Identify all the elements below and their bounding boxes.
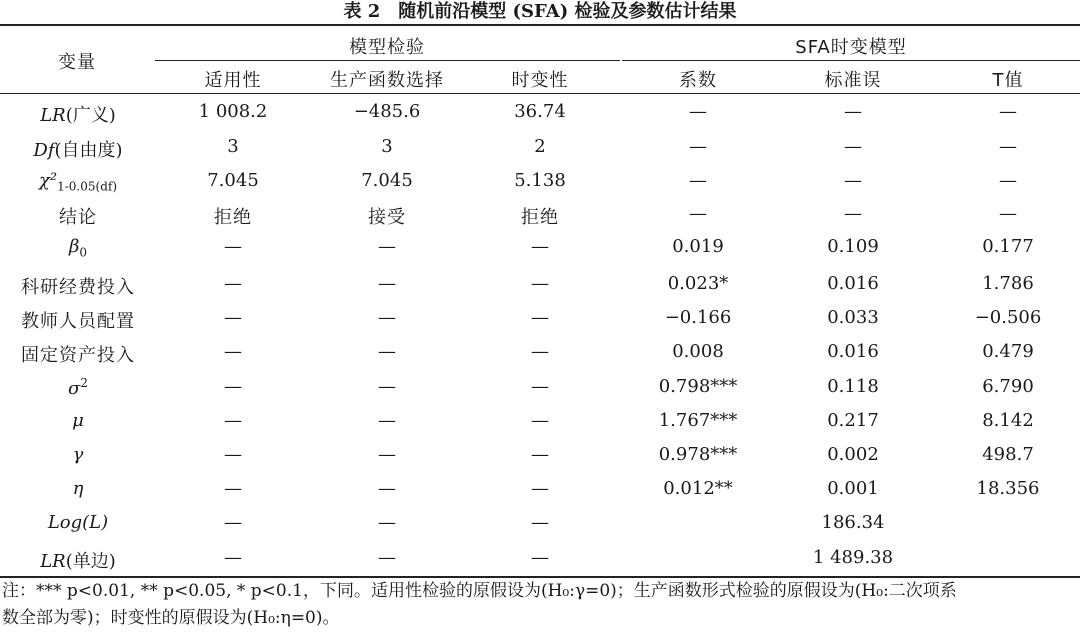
table-cell: 5.138: [514, 170, 566, 191]
table-cell: 0.177: [982, 236, 1034, 257]
row-label-rest: (自由度): [54, 140, 123, 161]
table-cell: 0.002: [827, 444, 879, 465]
row-label: [73, 478, 84, 499]
table-cell: —: [224, 444, 242, 465]
row-label-rest: (广义): [65, 105, 116, 126]
header-variable: 变量: [58, 52, 96, 73]
row-label-main: LR: [40, 551, 66, 572]
header-col-coefficient: 系数: [679, 70, 717, 91]
table-cell: 0.978***: [658, 444, 738, 465]
table-cell: 0.217: [827, 410, 879, 431]
table-cell: 拒绝: [214, 207, 252, 228]
group1-underline: [155, 60, 620, 61]
table-cell: —: [689, 136, 707, 157]
row-label-rest: (L): [82, 512, 109, 533]
table-cell: —: [531, 547, 549, 568]
table-cell: 1.767***: [658, 410, 738, 431]
table-cell: —: [224, 478, 242, 499]
header-col-production-function: 生产函数选择: [330, 70, 444, 91]
table-cell: 36.74: [514, 101, 566, 122]
table-cell: 0.798***: [658, 376, 738, 397]
row-label-main: γ: [72, 444, 84, 465]
table-cell: 接受: [368, 207, 406, 228]
table-cell: —: [844, 170, 862, 191]
table-cell: —: [224, 410, 242, 431]
row-label: [21, 273, 135, 299]
table-cell: 0.008: [672, 341, 724, 362]
table-cell: —: [531, 512, 549, 533]
row-label: [40, 101, 116, 127]
top-rule: [0, 24, 1080, 26]
table-cell: −0.506: [974, 307, 1042, 328]
row-label: [72, 410, 84, 431]
table-cell: 0.109: [827, 236, 879, 257]
row-label: [39, 170, 117, 194]
table-cell: 0.019: [672, 236, 724, 257]
table-cell: —: [378, 478, 396, 499]
table-cell: —: [531, 444, 549, 465]
row-label: [59, 203, 97, 229]
row-label-main: 科研经费投入: [21, 277, 135, 298]
row-label-main: Df: [33, 140, 55, 161]
table-cell: —: [378, 307, 396, 328]
table-cell: —: [378, 273, 396, 294]
table-cell: —: [224, 341, 242, 362]
table-cell: —: [844, 101, 862, 122]
row-label: [48, 512, 108, 533]
row-label-main: μ: [72, 410, 84, 431]
table-cell: 0.033: [827, 307, 879, 328]
note-line-1: 注：*** p<0.01, ** p<0.05, * p<0.1，下同。适用性检验的原假设为(H₀:γ=0)；生产函数形式检验的原假设为(H₀:二次项系: [2, 581, 957, 601]
row-label-main: χ²: [38, 170, 58, 191]
table-cell: —: [224, 376, 242, 397]
header-group-model-test: 模型检验: [349, 37, 425, 58]
table-cell: —: [999, 136, 1017, 157]
row-label-rest: 1-0.05(df): [57, 179, 118, 194]
row-label-main: σ: [68, 378, 81, 399]
header-rule: [0, 93, 1080, 94]
row-label: [40, 547, 116, 573]
table-cell: 0.023*: [667, 273, 729, 294]
table-cell: 498.7: [982, 444, 1034, 465]
header-col-time-varying: 时变性: [511, 70, 569, 91]
table-cell: —: [844, 136, 862, 157]
table-cell: 186.34: [821, 512, 885, 533]
table-cell: —: [999, 170, 1017, 191]
table-cell: —: [844, 203, 862, 224]
table-cell: —: [224, 512, 242, 533]
table-cell: —: [999, 101, 1017, 122]
table-cell: 3: [227, 136, 239, 157]
table-cell: —: [999, 203, 1017, 224]
row-label-rest: (单边): [65, 551, 116, 572]
table-cell: 7.045: [361, 170, 413, 191]
table-note: [2, 578, 1078, 632]
table-cell: 1.786: [982, 273, 1034, 294]
table-cell: —: [378, 410, 396, 431]
row-label: [21, 307, 135, 333]
table-caption: 表 2 随机前沿模型 (SFA) 检验及参数估计结果: [343, 1, 737, 22]
table-cell: 18.356: [976, 478, 1040, 499]
row-label-rest: 0: [79, 245, 88, 260]
table-cell: —: [378, 341, 396, 362]
table-cell: 拒绝: [521, 207, 559, 228]
row-label-sup: 2: [80, 376, 88, 390]
table-cell: —: [378, 376, 396, 397]
table-cell: —: [531, 307, 549, 328]
table-cell: 0.118: [827, 376, 879, 397]
table-cell: —: [224, 547, 242, 568]
header-col-stderr: 标准误: [824, 70, 882, 91]
row-label-main: β: [68, 236, 80, 257]
row-label-main: Log: [47, 512, 83, 533]
row-label: [73, 444, 84, 465]
table-cell: 1 489.38: [812, 547, 894, 568]
table-cell: —: [689, 203, 707, 224]
row-label-main: η: [72, 478, 84, 499]
table-cell: 0.479: [982, 341, 1034, 362]
table-cell: −485.6: [353, 101, 421, 122]
table-cell: —: [378, 444, 396, 465]
row-label: [68, 376, 88, 399]
header-col-applicability: 适用性: [204, 70, 262, 91]
table-cell: —: [689, 101, 707, 122]
header-col-tvalue: T值: [992, 70, 1024, 91]
table-cell: —: [378, 547, 396, 568]
table-cell: 7.045: [207, 170, 259, 191]
table-cell: 1 008.2: [198, 101, 268, 122]
row-label: [21, 341, 135, 367]
table-cell: —: [531, 410, 549, 431]
row-label-main: LR: [40, 105, 66, 126]
row-label: [33, 136, 122, 162]
table-cell: —: [224, 273, 242, 294]
table-cell: —: [224, 307, 242, 328]
table-cell: —: [689, 170, 707, 191]
table-cell: —: [378, 236, 396, 257]
row-label-main: 结论: [59, 207, 97, 228]
table-cell: 0.012**: [663, 478, 733, 499]
row-label: [69, 236, 87, 260]
table-cell: —: [531, 236, 549, 257]
table-cell: 2: [534, 136, 546, 157]
table-cell: 0.016: [827, 341, 879, 362]
row-label-main: 固定资产投入: [21, 345, 135, 366]
table-cell: −0.166: [664, 307, 732, 328]
table-cell: 0.001: [827, 478, 879, 499]
table-cell: 3: [381, 136, 393, 157]
group2-underline: [622, 60, 1080, 61]
table-cell: —: [531, 376, 549, 397]
table-cell: 6.790: [982, 376, 1034, 397]
note-line-2: 数全部为零)；时变性的原假设为(H₀:η=0)。: [2, 608, 340, 628]
table-cell: —: [224, 236, 242, 257]
table-cell: 8.142: [982, 410, 1034, 431]
table-cell: 0.016: [827, 273, 879, 294]
table-cell: —: [531, 478, 549, 499]
header-group-sfa: SFA时变模型: [795, 37, 907, 58]
table-cell: —: [378, 512, 396, 533]
table-cell: —: [531, 273, 549, 294]
row-label-main: 教师人员配置: [21, 311, 135, 332]
table-cell: —: [531, 341, 549, 362]
